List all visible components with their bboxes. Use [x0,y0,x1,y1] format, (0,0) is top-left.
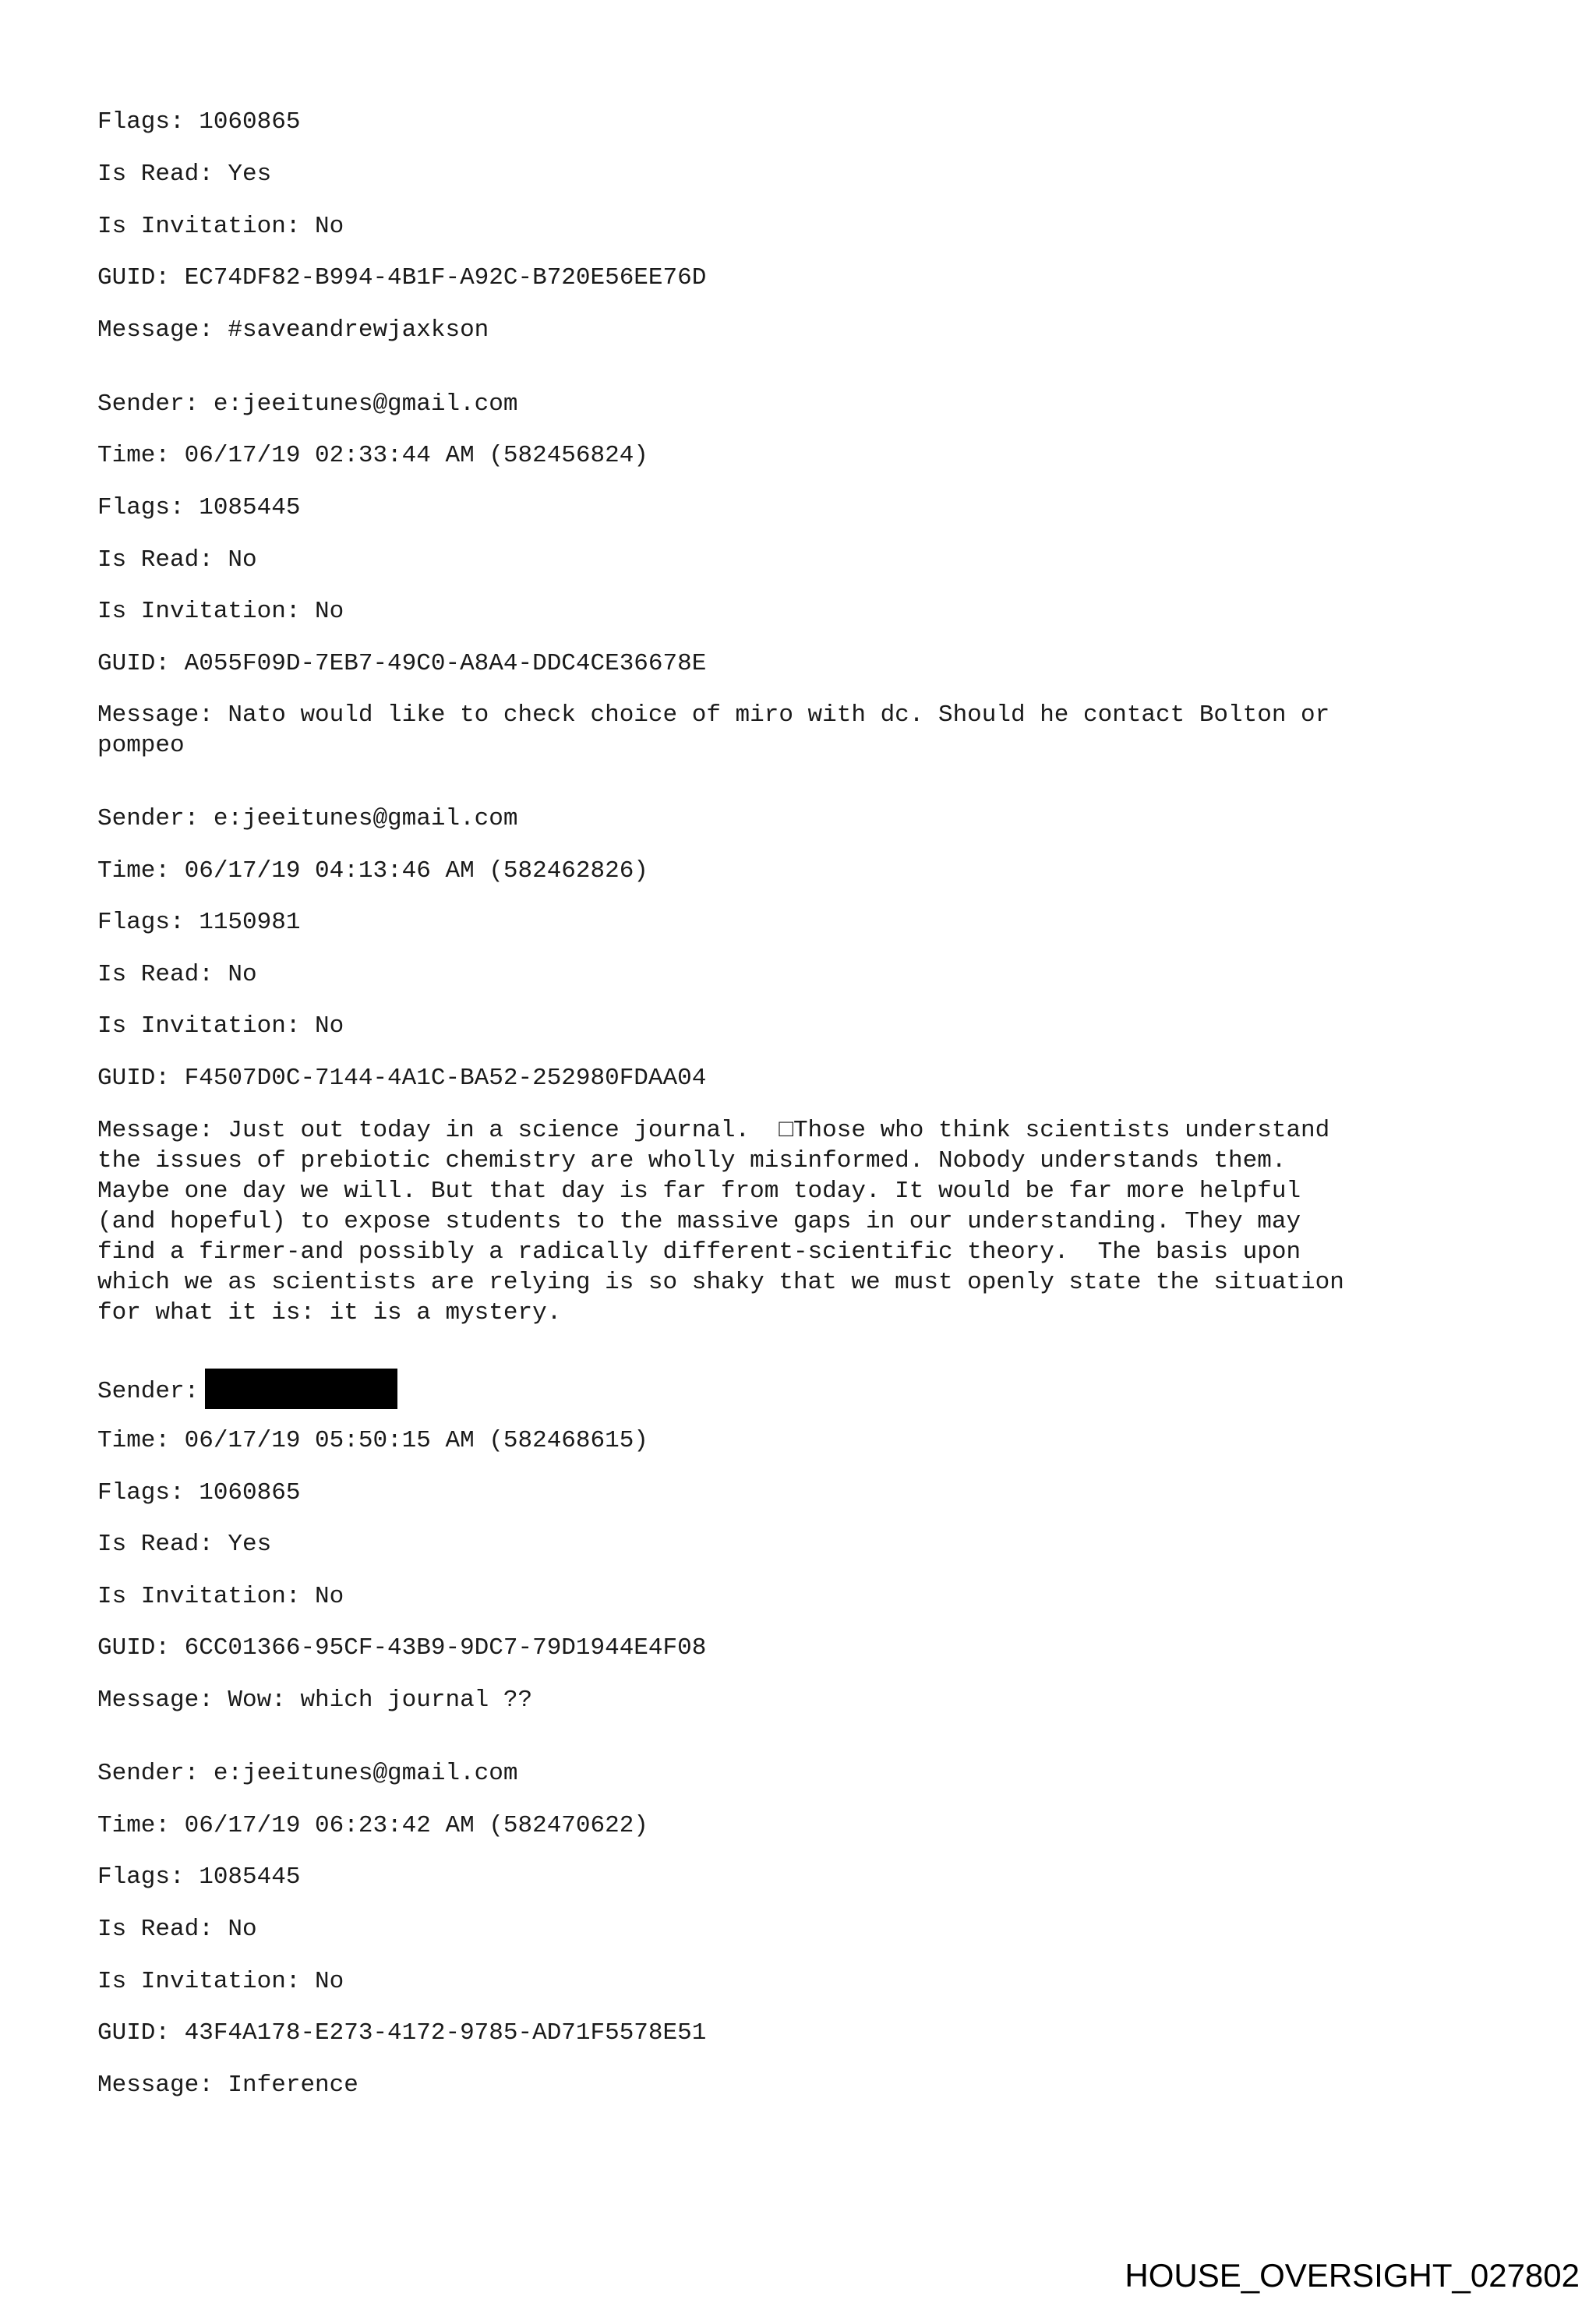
is-read-line: Is Read: No [97,1916,257,1943]
guid-line: GUID: A055F09D-7EB7-49C0-A8A4-DDC4CE36678E [97,650,707,677]
time-line: Time: 06/17/19 04:13:46 AM (582462826) [97,857,648,885]
is-read-line: Is Read: Yes [97,161,272,188]
message-text: Message: Nato would like to check choice of miro with dc. Should he contact Bolton or pompeo [97,701,1330,759]
is-read-line: Is Read: No [97,961,257,988]
is-invitation-line: Is Invitation: No [97,1583,344,1610]
flags-line: Flags: 1085445 [97,1863,301,1891]
flags-line: Flags: 1085445 [97,494,301,521]
is-invitation-line: Is Invitation: No [97,1968,344,1995]
sender-label: Sender: [97,1378,200,1406]
is-invitation-line: Is Invitation: No [97,598,344,625]
redaction-box [205,1369,397,1409]
message-line: Message: Inference [97,2072,358,2099]
sender-line: Sender: e:jeeitunes@gmail.com [97,390,518,418]
message-text: Message: Just out today in a science journal. □Those who think scientists understand the issues of prebiotic chemistry are wholly misinformed. Nobody understands them. Maybe one day we will. But that day is far from today. It would be far more helpful (and hopeful) to expose students to the massive gaps in our understanding. They may find a firmer-and possibly a radically different-scientific theory. The basis upon which we as scientists are relying is so shaky that we must openly state the situation for what it is: it is a mystery. [97,1117,1344,1326]
sender-line: Sender: e:jeeitunes@gmail.com [97,805,518,832]
flags-line: Flags: 1150981 [97,909,301,936]
guid-line: GUID: 43F4A178-E273-4172-9785-AD71F5578E51 [97,2019,707,2047]
is-invitation-line: Is Invitation: No [97,1012,344,1040]
sender-line [97,1371,397,1411]
flags-line: Flags: 1060865 [97,1479,301,1506]
is-invitation-line: Is Invitation: No [97,213,344,240]
is-read-line: Is Read: Yes [97,1531,272,1558]
message-line: Message: #saveandrewjaxkson [97,316,489,344]
bates-number: HOUSE_OVERSIGHT_027802 [1125,2257,1580,2294]
time-line: Time: 06/17/19 02:33:44 AM (582456824) [97,442,648,469]
message-line: Message: Wow: which journal ?? [97,1687,533,1714]
is-read-line: Is Read: No [97,546,257,574]
flags-line: Flags: 1060865 [97,108,301,136]
sender-line: Sender: e:jeeitunes@gmail.com [97,1760,518,1787]
guid-line: GUID: 6CC01366-95CF-43B9-9DC7-79D1944E4F08 [97,1634,707,1662]
guid-line: GUID: F4507D0C-7144-4A1C-BA52-252980FDAA04 [97,1065,707,1092]
guid-line: GUID: EC74DF82-B994-4B1F-A92C-B720E56EE76D [97,264,707,291]
time-line: Time: 06/17/19 05:50:15 AM (582468615) [97,1427,648,1454]
time-line: Time: 06/17/19 06:23:42 AM (582470622) [97,1812,648,1839]
